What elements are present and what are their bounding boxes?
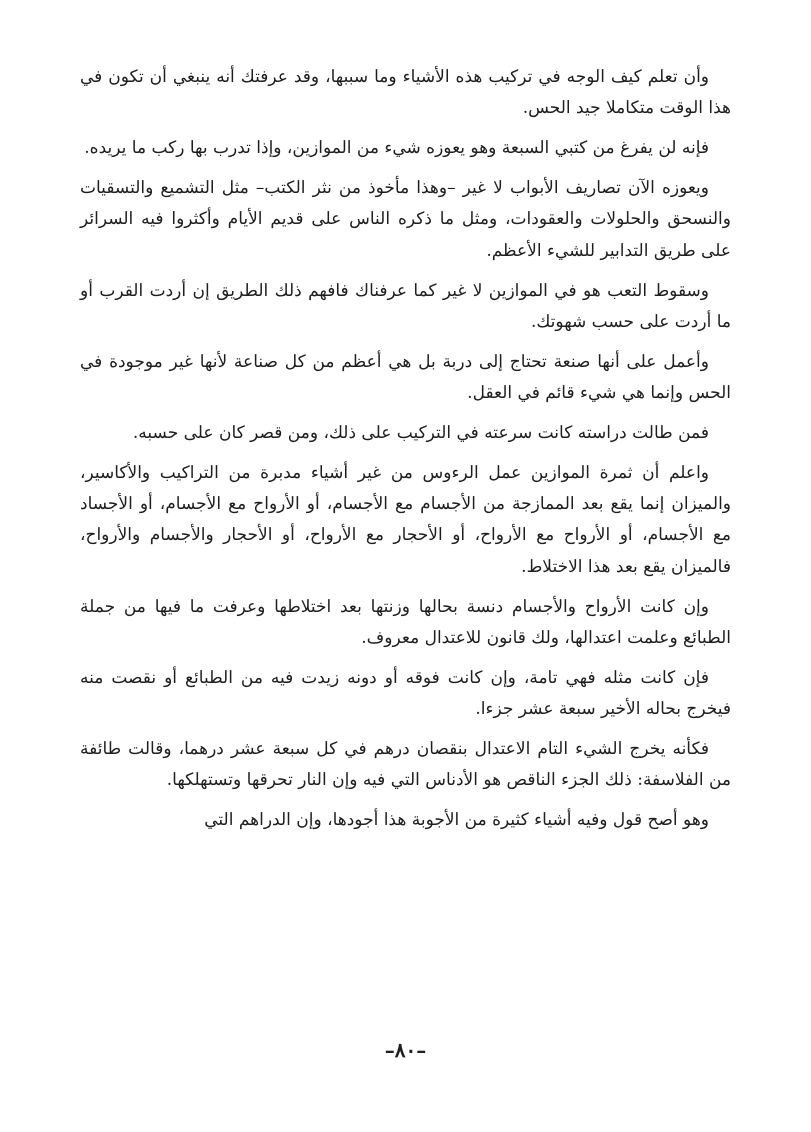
paragraph: فإن كانت مثله فهي تامة، وإن كانت فوقه أو دونه زيدت فيه من الطبائع أو نقصت منه فيخرج بحاله الأخير سبعة عشر جزءا. (80, 667, 731, 720)
paragraph: واعلم أن ثمرة الموازين عمل الرءوس من غير أشياء مدبرة من التراكيب والأكاسير، والميزان إنما يقع بعد الممازجة من الأجسام مع الأجسام، أو الأرواح مع الأجسام، أو الأجساد مع الأجسام، أو الأرواح مع الأرواح، أو الأحجار مع الأرواح، أو الأحجار والأجسام والأرواح، فالميزان يقع بعد هذا الاختلاط. (80, 462, 731, 577)
paragraph: وأعمل على أنها صنعة تحتاج إلى دربة بل هي أعظم من كل صناعة لأنها غير موجودة في الحس وإنما هي شيء قائم في العقل. (80, 351, 731, 404)
paragraph: وإن كانت الأرواح والأجسام دنسة بحالها وزنتها بعد اختلاطها وعرفت ما فيها من جملة الطبائع وعلمت اعتدالها، ولك قانون للاعتدال معروف. (80, 596, 731, 648)
paragraph: وهو أصح قول وفيه أشياء كثيرة من الأجوبة هذا أجودها، وإن الدراهم التي (204, 810, 709, 831)
paragraph: فإنه لن يفرغ من كتبي السبعة وهو يعوزه شيء من الموازين، وإذا تدرب بها ركب ما يريده. (84, 138, 709, 159)
paragraph: فكأنه يخرج الشيء التام الاعتدال بنقصان درهم في كل سبعة عشر درهما، وقالت طائفة من الفلاسفة: ذلك الجزء الناقص هو الأدناس التي فيه وإن النار تحرقها وتستهلكها. (80, 738, 731, 791)
paragraph: وأن تعلم كيف الوجه في تركيب هذه الأشياء وما سببها، وقد عرفتك أنه ينبغي أن تكون في هذا الوقت متكاملا جيد الحس. (80, 67, 731, 119)
page-number: –٨٠– (384, 1038, 427, 1062)
paragraph: ويعوزه الآن تصاريف الأبواب لا غير –وهذا مأخوذ من نثر الكتب– مثل التشميع والتسقيات والنسحق والحلولات والعقودات، ومثل ما ذكره الناس على قديم الأيام وأكثروا فيه السرائر على طريق التدابير للشيء الأعظم. (80, 178, 731, 261)
paragraph: وسقوط التعب هو في الموازين لا غير كما عرفناك فافهم ذلك الطريق إن أردت القرب أو ما أردت على حسب شهوتك. (80, 280, 731, 332)
body-text (80, 62, 731, 845)
paragraph: فمن طالت دراسته كانت سرعته في التركيب على ذلك، ومن قصر كان على حسبه. (132, 422, 709, 443)
